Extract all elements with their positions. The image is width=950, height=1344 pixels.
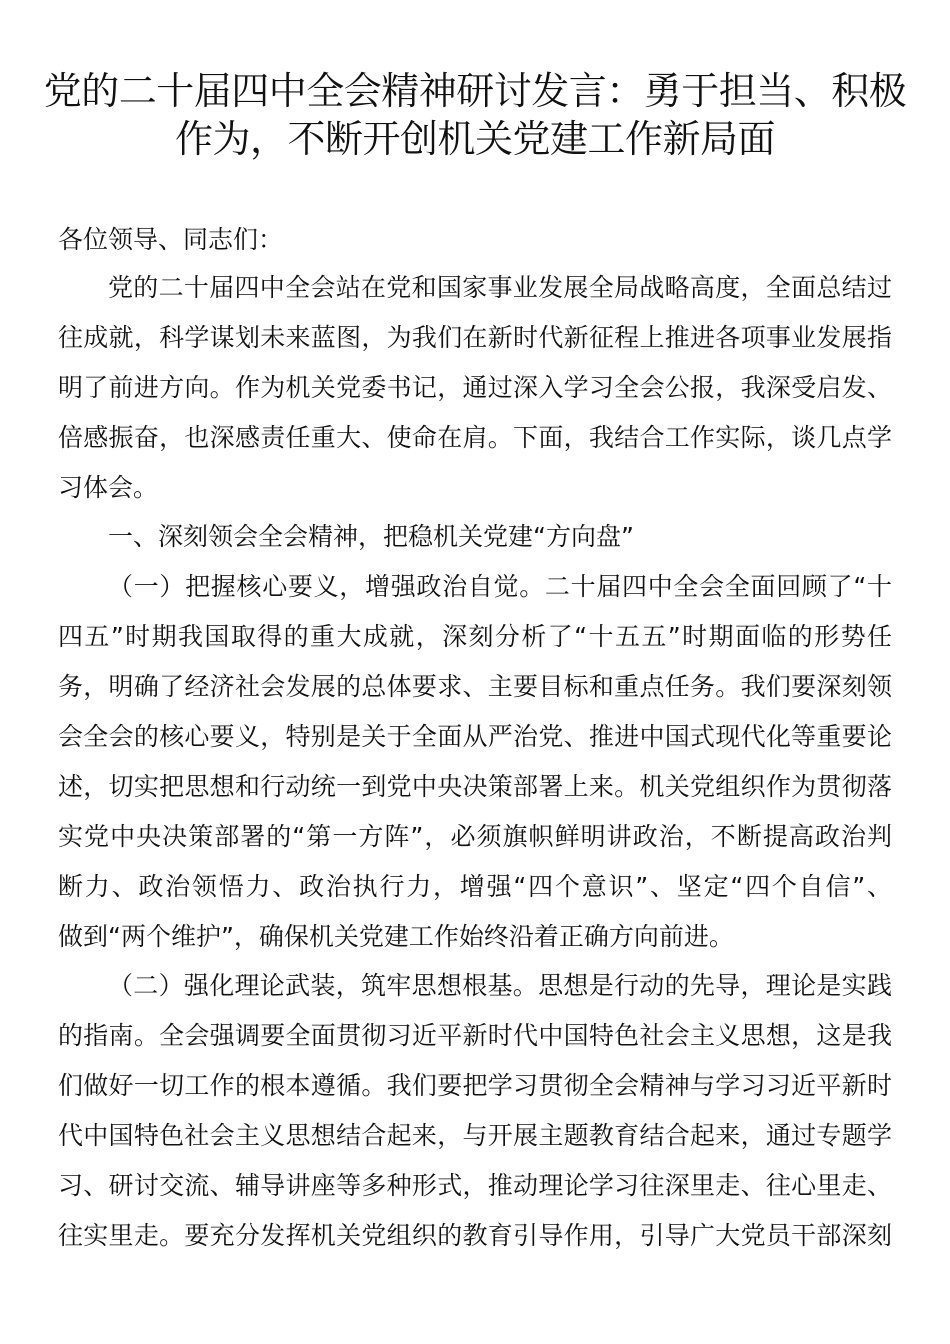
section-heading-1: 一、深刻领会全会精神，把稳机关党建“方向盘”	[108, 522, 634, 551]
paragraph-1-line-1: 党的二十届四中全会站在党和国家事业发展全局战略高度，全面总结过	[108, 273, 892, 302]
paragraph-1-line-5: 习体会。	[58, 473, 159, 502]
document-title-line-1: 党的二十届四中全会精神研讨发言：勇于担当、积极	[43, 69, 907, 113]
paragraph-1-line-2: 往成就，科学谋划未来蓝图，为我们在新时代新征程上推进各项事业发展指	[58, 323, 892, 352]
paragraph-3-line-1: （二）强化理论武装，筑牢思想根基。思想是行动的先导，理论是实践	[108, 971, 892, 1000]
paragraph-3-line-3: 们做好一切工作的根本遵循。我们要把学习贯彻全会精神与学习习近平新时	[58, 1071, 892, 1100]
paragraph-2-line-3: 务，明确了经济社会发展的总体要求、主要目标和重点任务。我们要深刻领	[58, 672, 892, 701]
paragraph-3-line-6: 往实里走。要充分发挥机关党组织的教育引导作用，引导广大党员干部深刻	[58, 1221, 892, 1250]
paragraph-2-line-2: 四五”时期我国取得的重大成就，深刻分析了“十五五”时期面临的形势任	[58, 622, 892, 651]
paragraph-1-line-4: 倍感振奋，也深感责任重大、使命在肩。下面，我结合工作实际，谈几点学	[58, 423, 892, 452]
paragraph-1-line-3: 明了前进方向。作为机关党委书记，通过深入学习全会公报，我深受启发、	[58, 373, 892, 402]
paragraph-2-line-5: 述，切实把思想和行动统一到党中央决策部署上来。机关党组织作为贯彻落	[58, 772, 892, 801]
salutation: 各位领导、同志们：	[58, 225, 284, 254]
paragraph-3-line-2: 的指南。全会强调要全面贯彻习近平新时代中国特色社会主义思想，这是我	[58, 1021, 892, 1050]
document-title-line-2: 作为，不断开创机关党建工作新局面	[174, 117, 775, 161]
paragraph-2-line-6: 实党中央决策部署的“第一方阵”，必须旗帜鲜明讲政治，不断提高政治判	[58, 822, 892, 851]
paragraph-2-line-1: （一）把握核心要义，增强政治自觉。二十届四中全会全面回顾了“十	[108, 572, 892, 601]
paragraph-2-line-7: 断力、政治领悟力、政治执行力，增强“四个意识”、坚定“四个自信”、	[58, 872, 892, 901]
paragraph-2-line-4: 会全会的核心要义，特别是关于全面从严治党、推进中国式现代化等重要论	[58, 722, 892, 751]
paragraph-3-line-4: 代中国特色社会主义思想结合起来，与开展主题教育结合起来，通过专题学	[58, 1121, 892, 1150]
paragraph-3-line-5: 习、研讨交流、辅导讲座等多种形式，推动理论学习往深里走、往心里走、	[58, 1171, 892, 1200]
paragraph-2-line-8: 做到“两个维护”，确保机关党建工作始终沿着正确方向前进。	[58, 922, 734, 951]
